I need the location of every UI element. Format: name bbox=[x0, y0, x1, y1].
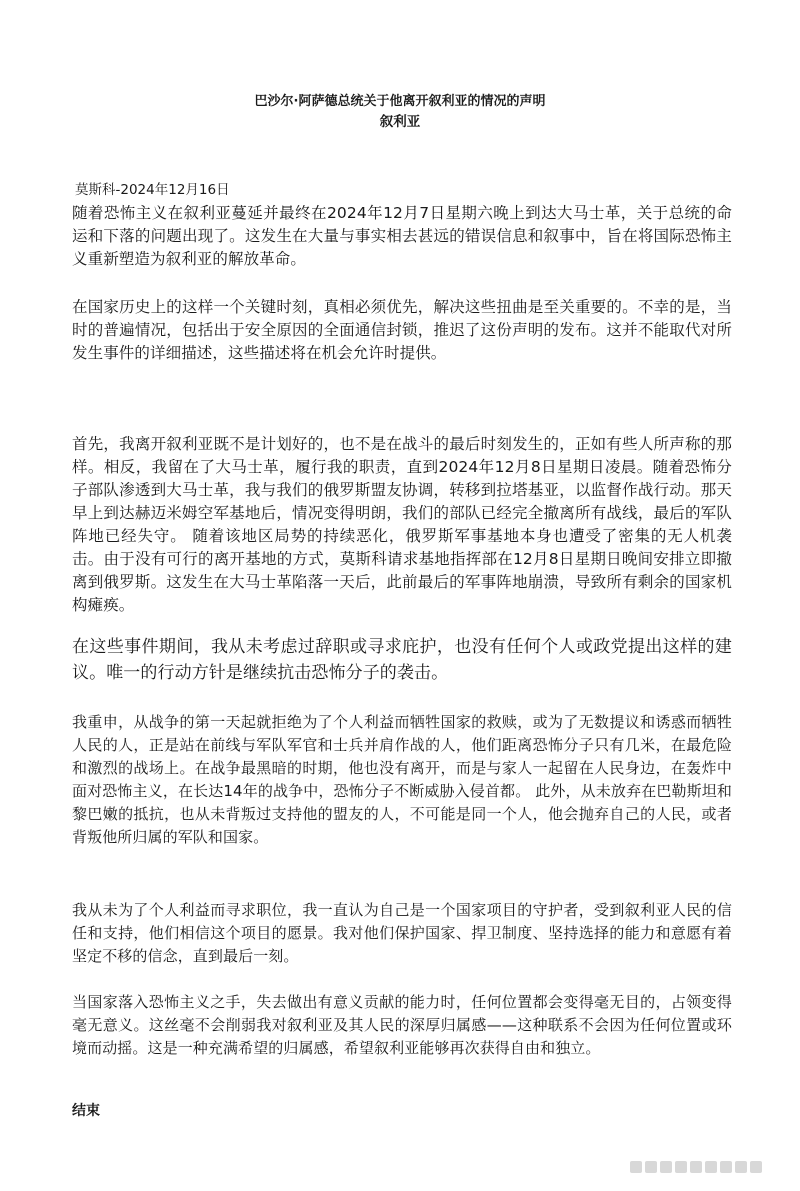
dateline: 莫斯科-2024年12月16日 bbox=[75, 182, 230, 198]
paragraph-6: 我从未为了个人利益而寻求职位，我一直认为自己是一个国家项目的守护者，受到叙利亚人民的信任和支持，他们相信这个项目的愿景。我对他们保护国家、捍卫制度、坚持选择的能力和意愿有着坚定不移的信念，直到最后一刻。 bbox=[72, 901, 732, 965]
paragraph-1: 随着恐怖主义在叙利亚蔓延并最终在2024年12月7日星期六晚上到达大马士革，关于总统的命运和下落的问题出现了。这发生在大量与事实相去甚远的错误信息和叙事中，旨在将国际恐怖主义重新塑造为叙利亚的解放革命。 bbox=[72, 204, 732, 268]
paragraph-4: 在这些事件期间，我从未考虑过辞职或寻求庇护，也没有任何个人或政党提出这样的建议。唯一的行动方针是继续抗击恐怖分子的袭击。 bbox=[72, 637, 732, 683]
paragraph-5: 我重申，从战争的第一天起就拒绝为了个人利益而牺牲国家的救赎，或为了无数提议和诱惑而牺牲人民的人，正是站在前线与军队军官和士兵并肩作战的人，他们距离恐怖分子只有几米，在最危险和激烈的战场上。在战争最黑暗的时期，他也没有离开，而是与家人一起留在人民身边，在轰炸中面对恐怖主义，在长达14年的战争中，恐怖分子不断威胁入侵首都。 此外，从未放弃在巴勒斯坦和黎巴嫩的抵抗，也从未背叛过支持他的盟友的人，不可能是同一个人，他会抛弃自己的人民，或者背叛他所归属的军队和国家。 bbox=[72, 713, 732, 846]
watermark-glyph bbox=[690, 1161, 702, 1173]
watermark-glyph bbox=[645, 1161, 657, 1173]
watermark-glyph bbox=[705, 1161, 717, 1173]
document-title: 巴沙尔·阿萨德总统关于他离开叙利亚的情况的声明 bbox=[254, 94, 546, 109]
watermark-glyph bbox=[720, 1161, 732, 1173]
document-subtitle: 叙利亚 bbox=[379, 114, 421, 130]
watermark-glyph bbox=[630, 1161, 642, 1173]
ending-text: 结束 bbox=[72, 1103, 100, 1119]
paragraph-3: 首先，我离开叙利亚既不是计划好的，也不是在战斗的最后时刻发生的，正如有些人所声称的那样。相反，我留在了大马士革，履行我的职责，直到2024年12月8日星期日凌晨。随着恐怖分子部队渗透到大马士革，我与我们的俄罗斯盟友协调，转移到拉塔基亚，以监督作战行动。那天早上到达赫迈米姆空军基地后，情况变得明朗，我们的部队已经完全撤离所有战线，最后的军队阵地已经失守。 随着该地区局势的持续恶化，俄罗斯军事基地本身也遭受了密集的无人机袭击。由于没有可行的离开基地的方式，莫斯科请求基地指挥部在12月8日星期日晚间安排立即撤离到俄罗斯。这发生在大马士革陷落一天后，此前最后的军事阵地崩溃，导致所有剩余的国家机构瘫痪。 bbox=[72, 435, 732, 614]
watermark-glyph bbox=[660, 1161, 672, 1173]
watermark bbox=[630, 1158, 770, 1176]
paragraph-7: 当国家落入恐怖主义之手，失去做出有意义贡献的能力时，任何位置都会变得毫无目的，占领变得毫无意义。这丝毫不会削弱我对叙利亚及其人民的深厚归属感——这种联系不会因为任何位置或环境而动摇。这是一种充满希望的归属感，希望叙利亚能够再次获得自由和独立。 bbox=[72, 993, 732, 1057]
watermark-glyph bbox=[735, 1161, 747, 1173]
watermark-glyph bbox=[675, 1161, 687, 1173]
paragraph-2: 在国家历史上的这样一个关键时刻，真相必须优先，解决这些扭曲是至关重要的。不幸的是，当时的普遍情况，包括出于安全原因的全面通信封锁，推迟了这份声明的发布。这并不能取代对所发生事件的详细描述，这些描述将在机会允许时提供。 bbox=[72, 298, 732, 362]
watermark-glyph bbox=[750, 1161, 762, 1173]
